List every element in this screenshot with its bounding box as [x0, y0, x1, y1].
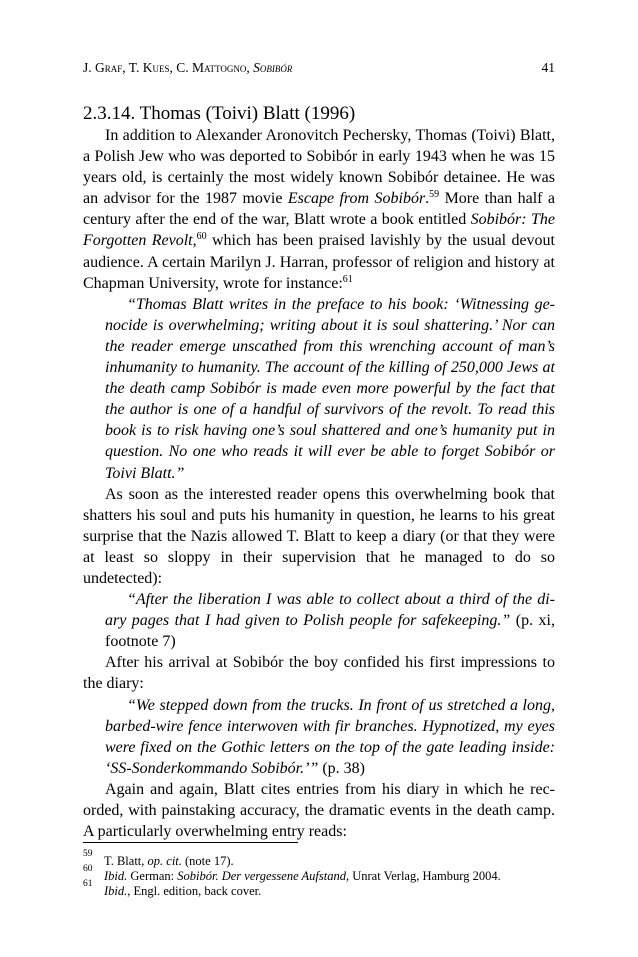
footnote-ref-59: 59	[429, 189, 440, 201]
footnote-divider	[83, 842, 298, 843]
body-text	[83, 125, 555, 842]
running-header-book: Sobibór	[253, 60, 293, 75]
block-quote-diary-pages: “After the liberation I was able to collect about a third of the diary pages that I had given to Polish people for safekeeping.” (p. xi, footnote 7)	[105, 591, 555, 651]
section-title: 2.3.14. Thomas (Toivi) Blatt (1996)	[83, 103, 356, 124]
paragraph-diary: As soon as the interested reader opens this overwhelming book that shatters his soul and puts his humanity in question, he learns to his great surprise that the Nazis allowed T. Blatt to keep a diary (or that they were at least so sloppy in their supervision that he managed to do so undetected):	[83, 485, 555, 587]
footnote-ref-61: 61	[342, 273, 353, 285]
running-header-authors: J. Graf, T. Kues, C. Mattogno, Sobibór	[83, 60, 293, 75]
footnote-ref-60: 60	[196, 231, 207, 243]
paragraph-intro: In addition to Alexander Aronovitch Pechersky, Thomas (Toivi) Blatt, a Polish Jew who was deported to Sobibór in early 1943 when he was 15 years old, is certainly the most widely known Sobibór detainee. He was an advisor for the 1987 movie Escape from Sobibór.$^{59}$ More than half a century after the end of the war, Blatt wrote a book entitled Sobibór: The Forgotten Revolt,$^{60}$ which has been praised lavishly by the usual devout audience. A certain Marilyn J. Harran, professor of religion and history at Chapman University, wrote for instance:$^{61}$	[83, 127, 555, 292]
running-header	[83, 60, 555, 80]
block-quote-harran: “Thomas Blatt writes in the preface to his book: ‘Witnessing genocide is overwhelming; writing about it is soul shattering.’ Nor can the reader emerge unscathed from this wrenching account of man’s inhumanity to humanity. The account of the killing of 250,000 Jews at the death camp Sobibór is made even more powerful by the fact that the author is one of a handful of survivors of the revolt. To read this book is to risk having one’s soul shattered and one’s humanity put in question. No one who reads it will ever be able to forget Sobibór or Toivi Blatt.”	[105, 295, 555, 482]
page-number: 41	[541, 60, 555, 75]
block-quote-arrival: “We stepped down from the trucks. In front of us stretched a long, barbed-wire fence interwoven with fir branches. Hypnotized, my eyes were fixed on the Gothic letters on the top of the gate leading inside: ‘SS-Sonderkommando Sobibór.’” (p. 38)	[105, 696, 555, 777]
paragraph-arrival: After his arrival at Sobibór the boy confided his first impressions to the diary:	[83, 654, 555, 693]
paragraph-entries: Again and again, Blatt cites entries from his diary in which he recorded, with painstaking accuracy, the dramatic events in the death camp. A particularly overwhelming entry reads:	[83, 780, 555, 841]
